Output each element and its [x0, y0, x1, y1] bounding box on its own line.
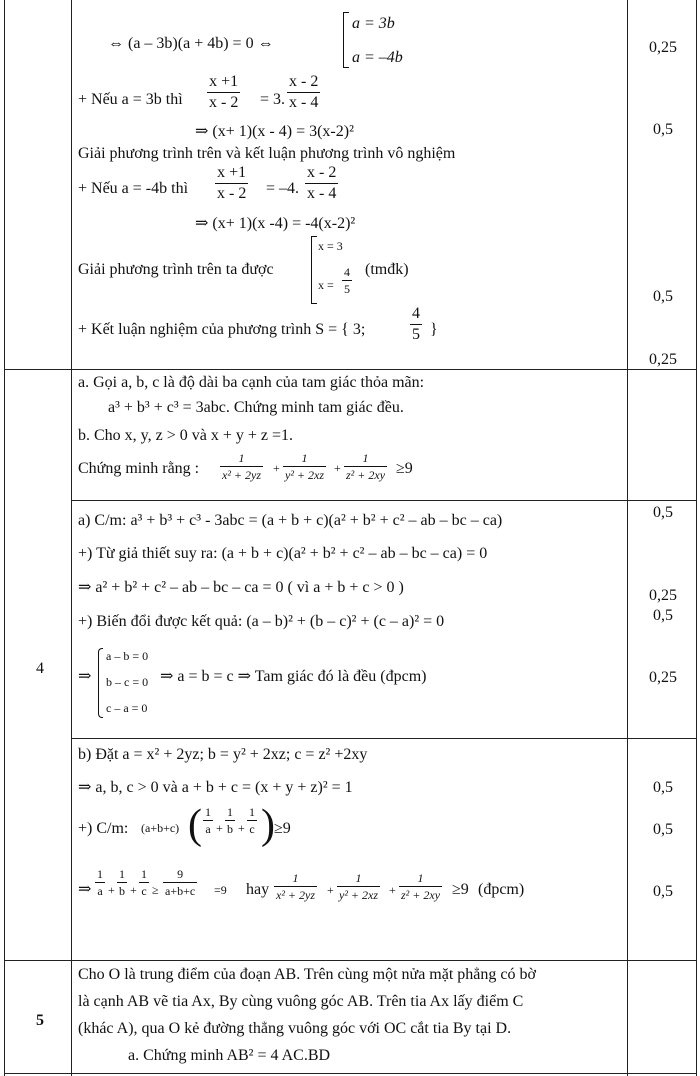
score-4b-1: 0,5 — [653, 779, 673, 796]
table-border-right — [696, 0, 697, 1076]
frac2-1-a: $\frac{1}{a}$ — [97, 867, 103, 898]
section5-line-3: (khác A), qua O kẻ đường thẳng vuông góc với OC cắt tia By tại D. — [78, 1020, 512, 1037]
problem-b-line-1: b. Cho x, y, z > 0 và x + y + z =1. — [78, 427, 294, 444]
score-3-1: 0,25 — [649, 39, 677, 56]
solution-b-line-2: ⇒ a, b, c > 0 và a + b + c = (x + y + z)² = 1 — [78, 779, 353, 796]
section5-line-2: là cạnh AB vẽ tia Ax, By cùng vuông góc AB. Trên tia Ax lấy điểm C — [78, 993, 524, 1010]
final-fraction-4-5: $\frac{4}{5}$ — [412, 305, 420, 343]
case2-label: + Nếu a = -4b thì — [78, 180, 189, 197]
case2-mid: = –4. — [266, 180, 300, 197]
solution-b-eq9: =9 — [214, 883, 227, 897]
plus2-b-c: + — [130, 883, 137, 897]
system-c-minus-a: c – a = 0 — [106, 701, 148, 715]
solution-a-system-brace — [98, 648, 103, 718]
final-close-brace: } — [430, 321, 438, 338]
solution-x-4-5-prefix: x = — [318, 278, 334, 292]
frac-9-over-sum: $\frac{9}{a+b+c}$ — [165, 867, 196, 898]
table-border-left — [4, 0, 5, 1076]
section-number-4: 4 — [36, 660, 44, 677]
case1-fraction-left: $\frac{x +1}{x - 2}$ — [209, 73, 239, 111]
row-divider-4 — [4, 960, 697, 961]
solution-b-fraction-3: $\frac{1}{\text{z² + 2xy}}$ — [401, 871, 441, 902]
solution-a-line-3: ⇒ a² + b² + c² – ab – bc – ca = 0 ( vì a + b + c > 0 ) — [78, 579, 404, 596]
plus-a-b: + — [216, 821, 223, 835]
solution-b-plus-1: + — [327, 883, 334, 897]
case1-label: + Nếu a = 3b thì — [78, 91, 183, 108]
system-b-minus-c: b – c = 0 — [106, 675, 149, 689]
solution-a-conclusion: ⇒ a = b = c ⇒ Tam giác đó là đều (đpcm) — [160, 668, 427, 685]
case-bracket-1 — [343, 12, 349, 68]
solution-b-cm-label: +) C/m: — [78, 820, 129, 837]
frac-1-b: $\frac{1}{b}$ — [227, 805, 233, 836]
solution-b-ge-sign: ≥ — [152, 883, 159, 897]
section5-line-4: a. Chứng minh AB² = 4 AC.BD — [128, 1047, 331, 1064]
score-3-3: 0,5 — [653, 288, 673, 305]
row-divider-2 — [71, 500, 697, 501]
problem-b-fraction-3: $\frac{1}{\text{z² + 2xy}}$ — [346, 451, 386, 482]
solution-b-arrow: ⇒ — [78, 881, 92, 898]
case1-conclusion: Giải phương trình trên và kết luận phương trình vô nghiệm — [78, 145, 456, 162]
problem-b-fraction-2: $\frac{1}{\text{y² + 2xz}}$ — [285, 451, 325, 482]
score-4a-1: 0,5 — [653, 504, 673, 521]
score-4b-2: 0,5 — [653, 821, 673, 838]
score-4a-3: 0,5 — [653, 607, 673, 624]
solve-label: Giải phương trình trên ta được — [78, 261, 274, 278]
case2-implication: ⇒ (x+ 1)(x -4) = -4(x-2)² — [195, 215, 356, 232]
solution-fraction-4-5: $\frac{4}{5}$ — [344, 265, 350, 296]
score-4b-3: 0,5 — [653, 883, 673, 900]
solution-b-ge9-final: ≥9 — [452, 881, 469, 898]
frac2-1-b: $\frac{1}{b}$ — [119, 867, 125, 898]
solution-b-fraction-2: $\frac{1}{\text{y² + 2xz}}$ — [339, 871, 379, 902]
solution-b-dpcm: (đpcm) — [478, 881, 525, 898]
solution-b-ge9: ≥9 — [274, 820, 291, 837]
case1-mid: = 3. — [260, 91, 286, 108]
score-4a-2: 0,25 — [649, 587, 677, 604]
problem-a-line-2: a³ + b³ + c³ = 3abc. Chứng minh tam giác đều. — [108, 399, 404, 416]
table-divider-1 — [71, 0, 72, 1076]
solution-x-3: x = 3 — [318, 239, 343, 253]
solution-a-line-1: a) C/m: a³ + b³ + c³ - 3abc = (a + b + c)(a² + b² + c² – ab – bc – ca) — [78, 512, 503, 529]
score-3-4: 0,25 — [649, 351, 677, 368]
case-a-eq-3b: a = 3b — [352, 15, 395, 32]
solution-a-arrow: ⇒ — [78, 668, 92, 685]
solution-bracket — [311, 236, 317, 304]
case-a-eq-minus-4b: a = –4b — [352, 49, 403, 66]
plus-b-c: + — [238, 821, 245, 835]
problem-b-plus-2: + — [334, 461, 341, 475]
plus2-a-b: + — [108, 883, 115, 897]
frac-1-c: $\frac{1}{c}$ — [249, 805, 255, 836]
problem-b-label: Chứng minh rằng : — [78, 460, 200, 477]
case2-fraction-left: $\frac{x +1}{x - 2}$ — [217, 164, 247, 202]
frac-1-a: $\frac{1}{a}$ — [205, 805, 211, 836]
solution-a-line-2: +) Từ giả thiết suy ra: (a + b + c)(a² + b² + c² – ab – bc – ca) = 0 — [78, 545, 488, 562]
row-divider-1 — [4, 369, 697, 370]
section5-line-1: Cho O là trung điểm của đoạn AB. Trên cùng một nửa mặt phẳng có bờ — [78, 966, 536, 983]
section-number-5: 5 — [36, 1012, 44, 1029]
case2-fraction-right: $\frac{x - 2}{x - 4}$ — [307, 164, 337, 202]
table-divider-2 — [627, 0, 628, 1076]
paren-right: ) — [261, 802, 275, 848]
solution-b-line-1: b) Đặt a = x² + 2yz; b = y² + 2xz; c = z² +2xy — [78, 746, 368, 763]
score-3-2: 0,5 — [653, 121, 673, 138]
system-a-minus-b: a – b = 0 — [106, 649, 149, 663]
problem-b-plus-1: + — [273, 461, 280, 475]
problem-a-line-1: a. Gọi a, b, c là độ dài ba cạnh của tam giác thỏa mãn: — [78, 374, 425, 391]
problem-b-fraction-1: $\frac{1}{\text{x² + 2yz}}$ — [222, 451, 262, 482]
problem-b-ge9: ≥9 — [396, 460, 413, 477]
solution-b-plus-2: + — [389, 883, 396, 897]
frac2-1-c: $\frac{1}{c}$ — [141, 867, 147, 898]
final-conclusion-label: + Kết luận nghiệm của phương trình S = { 3; — [78, 321, 366, 338]
paren-left: ( — [188, 802, 202, 848]
solution-condition: (tmđk) — [365, 261, 409, 278]
score-4a-4: 0,25 — [649, 669, 677, 686]
row-divider-3 — [71, 738, 697, 739]
case1-fraction-right: $\frac{x - 2}{x - 4}$ — [289, 73, 319, 111]
table-border-bottom — [4, 1073, 697, 1074]
solution-a-line-4: +) Biến đổi được kết quả: (a – b)² + (b – c)² + (c – a)² = 0 — [78, 613, 445, 630]
equation-line-1: ⇔ (a – 3b)(a + 4b) = 0 ⇔ — [108, 35, 274, 52]
solution-b-fraction-1: $\frac{1}{\text{x² + 2yz}}$ — [276, 871, 316, 902]
case1-implication: ⇒ (x+ 1)(x - 4) = 3(x-2)² — [195, 123, 354, 140]
solution-b-sum-factor: (a+b+c) — [141, 821, 180, 835]
solution-b-hay: hay — [246, 881, 270, 898]
